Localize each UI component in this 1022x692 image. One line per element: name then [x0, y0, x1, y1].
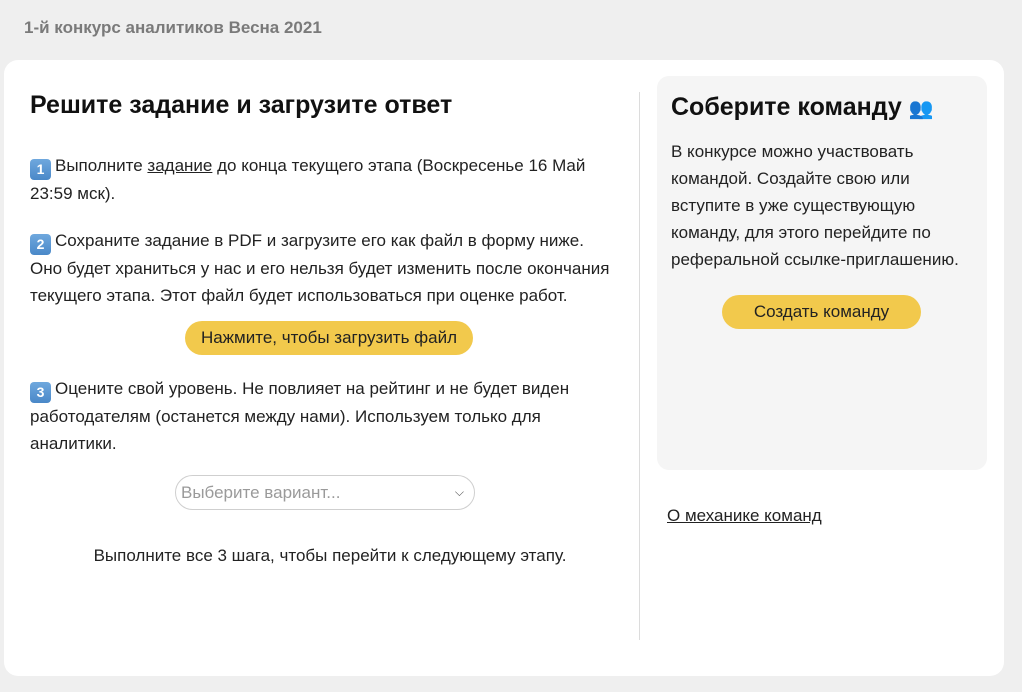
page-title: Решите задание и загрузите ответ	[30, 91, 453, 119]
step-1-suffix: до конца текущего этапа (Воскресенье 16 Май 23:59 мск).	[30, 156, 586, 203]
upload-file-button[interactable]: Нажмите, чтобы загрузить файл	[185, 321, 473, 355]
number-three-icon: 3	[30, 382, 51, 403]
step-1-text	[30, 152, 620, 207]
step-3-body: Оцените свой уровень. Не повлияет на рейтинг и не будет виден работодателям (останется между нами). Используем только для аналитики.	[30, 379, 570, 453]
step-1-prefix: Выполните	[55, 156, 148, 175]
team-mechanics-link[interactable]: О механике команд	[667, 506, 822, 525]
column-divider	[639, 92, 640, 640]
step-3-text	[30, 375, 620, 457]
main-card	[4, 60, 1004, 676]
breadcrumb[interactable]: 1-й конкурс аналитиков Весна 2021	[24, 18, 322, 37]
team-title	[671, 92, 973, 124]
number-two-icon: 2	[30, 234, 51, 255]
team-title-text: Соберите команду	[671, 93, 902, 121]
team-description: В конкурсе можно участвовать командой. Создайте свою или вступите в уже существующую команду, для этого перейдите по реферальной ссылке-приглашению.	[671, 142, 959, 269]
steps-note: Выполните все 3 шага, чтобы перейти к следующему этапу.	[93, 546, 567, 565]
task-column	[30, 90, 620, 566]
level-select-placeholder: Выберите вариант...	[181, 483, 341, 502]
create-team-button[interactable]: Создать команду	[722, 295, 921, 329]
team-panel	[657, 76, 987, 470]
task-link[interactable]: задание	[147, 156, 213, 175]
step-2-text	[30, 227, 620, 309]
people-icon: 👥	[908, 98, 934, 120]
level-select[interactable]	[175, 475, 475, 510]
chevron-down-icon: ⌵	[454, 485, 464, 499]
step-2-body: Сохраните задание в PDF и загрузите его как файл в форму ниже. Оно будет храниться у нас и его нельзя будет изменить после окончания текущего этапа. Этот файл будет использоваться при оценке работ.	[30, 231, 610, 305]
number-one-icon: 1	[30, 159, 51, 180]
